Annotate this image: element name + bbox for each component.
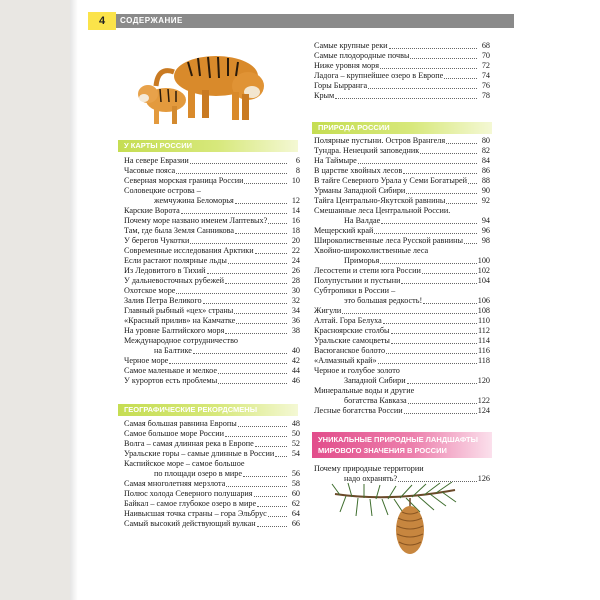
toc-entry xyxy=(314,186,490,196)
toc-entry-page: 64 xyxy=(291,509,300,518)
toc-entry-page: 126 xyxy=(477,474,490,483)
toc-leader-dots xyxy=(181,213,287,214)
pine-cone-illustration-icon xyxy=(330,482,460,557)
toc-leader-dots xyxy=(374,233,477,234)
toc-entry-title: Широколиственные леса Русской равнины xyxy=(314,236,464,245)
toc-entry xyxy=(124,206,300,216)
toc-entry-title: Часовые пояса xyxy=(124,166,176,175)
toc-leader-dots xyxy=(218,383,287,384)
section-header-nature: ПРИРОДА РОССИИ xyxy=(312,122,492,134)
toc-entry xyxy=(124,266,300,276)
toc-leader-dots xyxy=(218,373,287,374)
toc-entry xyxy=(314,386,490,396)
toc-leader-dots xyxy=(225,333,287,334)
toc-entry-title: Западной Сибири xyxy=(344,376,406,385)
toc-entry-title: Горы Бырранга xyxy=(314,81,368,90)
toc-entry xyxy=(124,439,300,449)
toc-entry-title: Лесостепи и степи юга России xyxy=(314,266,421,275)
toc-leader-dots xyxy=(236,323,287,324)
toc-entry-page: 32 xyxy=(291,296,300,305)
toc-entry-page: 44 xyxy=(291,366,300,375)
toc-entry xyxy=(314,91,490,101)
toc-entry xyxy=(124,356,300,366)
toc-entry-title: жемчужина Беломорья xyxy=(154,196,234,205)
toc-leader-dots xyxy=(407,383,477,384)
toc-leader-dots xyxy=(342,313,476,314)
toc-entry xyxy=(314,266,490,276)
toc-entry xyxy=(314,226,490,236)
toc-entry-page: 86 xyxy=(481,166,490,175)
toc-entry xyxy=(314,306,490,316)
toc-entry-page: 46 xyxy=(291,376,300,385)
toc-entry xyxy=(314,286,490,296)
toc-entry-page: 26 xyxy=(291,266,300,275)
toc-entry-page: 118 xyxy=(478,356,490,365)
toc-entry xyxy=(314,296,490,306)
toc-entry xyxy=(124,449,300,459)
toc-entry-page: 24 xyxy=(291,256,300,265)
toc-entry-page: 8 xyxy=(295,166,300,175)
toc-entry-title: На севере Евразии xyxy=(124,156,189,165)
toc-entry-title: Полупустыни и пустыни xyxy=(314,276,401,285)
toc-entry-page: 90 xyxy=(481,186,490,195)
toc-leader-dots xyxy=(446,143,477,144)
toc-entry xyxy=(314,71,490,81)
toc-entry-title: Хвойно-широколиственные леса xyxy=(314,246,429,255)
toc-entry-page: 110 xyxy=(478,316,490,325)
toc-entry-title: Если растают полярные льды xyxy=(124,256,227,265)
toc-entry-title: богатства Кавказа xyxy=(344,396,407,405)
toc-entry xyxy=(314,176,490,186)
toc-entry-title: Васюганское болото xyxy=(314,346,386,355)
toc-entry-page: 22 xyxy=(291,246,300,255)
toc-entry-page: 74 xyxy=(481,71,490,80)
toc-leader-dots xyxy=(368,88,477,89)
toc-entry-title: Мещерский край xyxy=(314,226,374,235)
toc-entry xyxy=(124,246,300,256)
toc-entry-page: 54 xyxy=(291,449,300,458)
toc-entry-title: Приморья xyxy=(344,256,380,265)
toc-entry xyxy=(314,196,490,206)
toc-entry-page: 30 xyxy=(291,286,300,295)
toc-entry-title: Байкал – самое глубокое озеро в мире xyxy=(124,499,257,508)
toc-entry xyxy=(124,429,300,439)
toc-entry-title: Самые крупные реки xyxy=(314,41,388,50)
toc-entry xyxy=(124,296,300,306)
toc-entry xyxy=(124,176,300,186)
toc-leader-dots xyxy=(446,203,477,204)
toc-entry-title: Самая большая равнина Европы xyxy=(124,419,237,428)
toc-leader-dots xyxy=(380,263,476,264)
toc-leader-dots xyxy=(380,68,477,69)
toc-entry-title: Волга – самая длинная река в Европе xyxy=(124,439,254,448)
toc-entry-title: Уральские горы – самые длинные в России xyxy=(124,449,275,458)
toc-entry xyxy=(314,61,490,71)
toc-entry-page: 102 xyxy=(477,266,490,275)
toc-entry-page: 16 xyxy=(291,216,300,225)
toc-entry-title: На Валдае xyxy=(344,216,381,225)
toc-entry xyxy=(314,406,490,416)
page-title: СОДЕРЖАНИЕ xyxy=(120,16,183,25)
toc-leader-dots xyxy=(275,456,287,457)
toc-entry-title: Карские Ворота xyxy=(124,206,180,215)
toc-leader-dots xyxy=(383,323,477,324)
toc-entry xyxy=(314,276,490,286)
toc-entry-title: На Таймыре xyxy=(314,156,357,165)
toc-entry xyxy=(314,316,490,326)
toc-entry-title: Урманы Западной Сибири xyxy=(314,186,406,195)
toc-entry-title: Субтропики в России – xyxy=(314,286,396,295)
toc-entry-page: 12 xyxy=(291,196,300,205)
toc-leader-dots xyxy=(225,283,287,284)
toc-entry xyxy=(124,186,300,196)
toc-entry-title: У курортов есть проблемы xyxy=(124,376,218,385)
toc-leader-dots xyxy=(234,313,287,314)
toc-entry-page: 36 xyxy=(291,316,300,325)
toc-entry-page: 92 xyxy=(481,196,490,205)
toc-entry xyxy=(314,236,490,246)
toc-entry-title: Полюс холода Северного полушария xyxy=(124,489,253,498)
toc-entry-page: 100 xyxy=(477,256,490,265)
toc-entry-page: 40 xyxy=(291,346,300,355)
toc-entry-page: 112 xyxy=(478,326,490,335)
toc-entry xyxy=(124,276,300,286)
toc-leader-dots xyxy=(254,496,287,497)
toc-list-map xyxy=(124,156,300,386)
toc-entry xyxy=(124,376,300,386)
toc-leader-dots xyxy=(255,253,287,254)
section-header-map: У КАРТЫ РОССИИ xyxy=(118,140,298,152)
toc-entry-title: Северная морская граница России xyxy=(124,176,244,185)
page-number: 4 xyxy=(88,12,116,30)
toc-leader-dots xyxy=(193,353,287,354)
toc-entry xyxy=(314,356,490,366)
toc-entry-page: 56 xyxy=(291,469,300,478)
toc-entry-page: 38 xyxy=(291,326,300,335)
toc-entry-title: Каспийское море – самое большое xyxy=(124,459,245,468)
toc-leader-dots xyxy=(268,223,287,224)
toc-entry-page: 124 xyxy=(477,406,490,415)
toc-entry xyxy=(124,166,300,176)
toc-entry xyxy=(314,136,490,146)
toc-entry xyxy=(124,509,300,519)
toc-entry xyxy=(124,196,300,206)
toc-entry-page: 120 xyxy=(477,376,490,385)
toc-leader-dots xyxy=(420,153,477,154)
toc-entry-title: Наивысшая точка страны – гора Эльбрус xyxy=(124,509,267,518)
toc-leader-dots xyxy=(391,343,477,344)
toc-entry-title: Самое большое море России xyxy=(124,429,225,438)
toc-entry-title: Тайга Центрально-Якутской равнины xyxy=(314,196,446,205)
toc-entry xyxy=(314,346,490,356)
toc-leader-dots xyxy=(404,413,477,414)
toc-entry-title: надо охранять? xyxy=(344,474,398,483)
toc-entry-title: Почему море названо именем Лаптевых? xyxy=(124,216,268,225)
toc-leader-dots xyxy=(243,476,287,477)
toc-entry-page: 80 xyxy=(481,136,490,145)
toc-entry-title: Алтай. Гора Белуха xyxy=(314,316,382,325)
toc-entry-page: 10 xyxy=(291,176,300,185)
section-header-landscapes xyxy=(312,432,492,458)
section-header-landscapes-line2: МИРОВОГО ЗНАЧЕНИЯ В РОССИИ xyxy=(318,446,447,455)
toc-entry xyxy=(314,376,490,386)
toc-entry-page: 18 xyxy=(291,226,300,235)
toc-entry-title: Из Ледовитого в Тихий xyxy=(124,266,206,275)
toc-entry xyxy=(124,366,300,376)
toc-entry-page: 94 xyxy=(481,216,490,225)
toc-entry-page: 48 xyxy=(291,419,300,428)
toc-entry-title: Крым xyxy=(314,91,335,100)
toc-leader-dots xyxy=(235,203,287,204)
toc-entry-page: 50 xyxy=(291,429,300,438)
toc-entry-page: 58 xyxy=(291,479,300,488)
toc-entry-page: 84 xyxy=(481,156,490,165)
toc-entry-page: 98 xyxy=(481,236,490,245)
toc-entry-page: 6 xyxy=(295,156,300,165)
toc-entry-title: В царстве хвойных лесов xyxy=(314,166,403,175)
toc-leader-dots xyxy=(207,273,287,274)
toc-entry-page: 76 xyxy=(481,81,490,90)
toc-entry xyxy=(124,156,300,166)
toc-entry-title: «Алмазный край» xyxy=(314,356,377,365)
toc-entry xyxy=(124,316,300,326)
toc-entry-title: Лесные богатства России xyxy=(314,406,403,415)
toc-entry xyxy=(314,51,490,61)
toc-entry-title: Международное сотрудничество xyxy=(124,336,238,345)
toc-entry xyxy=(314,366,490,376)
toc-entry-page: 68 xyxy=(481,41,490,50)
toc-leader-dots xyxy=(255,446,287,447)
toc-list-landscapes xyxy=(314,464,490,484)
toc-entry xyxy=(314,166,490,176)
toc-entry-page: 114 xyxy=(478,336,490,345)
toc-entry-title: Ладога – крупнейшее озеро в Европе xyxy=(314,71,444,80)
toc-entry-title: Самые плодородные почвы xyxy=(314,51,410,60)
toc-entry-title: Охотское море xyxy=(124,286,176,295)
toc-entry-page: 52 xyxy=(291,439,300,448)
toc-entry xyxy=(314,246,490,256)
toc-entry-page: 122 xyxy=(477,396,490,405)
toc-leader-dots xyxy=(378,363,477,364)
book-gutter xyxy=(70,0,78,600)
toc-entry-page: 34 xyxy=(291,306,300,315)
toc-leader-dots xyxy=(244,183,287,184)
toc-leader-dots xyxy=(389,48,477,49)
toc-leader-dots xyxy=(176,173,287,174)
toc-leader-dots xyxy=(403,173,477,174)
toc-leader-dots xyxy=(268,516,287,517)
toc-entry-page: 106 xyxy=(477,296,490,305)
toc-entry-page: 20 xyxy=(291,236,300,245)
toc-entry-title: это большая редкость! xyxy=(344,296,423,305)
toc-leader-dots xyxy=(401,283,476,284)
toc-entry-title: Уральские самоцветы xyxy=(314,336,390,345)
toc-entry xyxy=(314,256,490,266)
toc-entry-title: Тундра. Ненецкий заповедник xyxy=(314,146,420,155)
toc-entry xyxy=(124,519,300,529)
toc-entry-title: Залив Петра Великого xyxy=(124,296,202,305)
toc-entry-title: В тайге Северного Урала у Семи Богатырей xyxy=(314,176,467,185)
toc-entry xyxy=(314,206,490,216)
toc-leader-dots xyxy=(422,273,477,274)
toc-leader-dots xyxy=(190,243,287,244)
toc-entry xyxy=(124,226,300,236)
toc-entry-page: 62 xyxy=(291,499,300,508)
toc-leader-dots xyxy=(225,436,287,437)
toc-entry-page: 96 xyxy=(481,226,490,235)
toc-entry-title: «Красный прилив» на Камчатке xyxy=(124,316,236,325)
toc-entry-page: 14 xyxy=(291,206,300,215)
toc-entry-page: 78 xyxy=(481,91,490,100)
toc-leader-dots xyxy=(406,193,477,194)
toc-entry-title: На уровне Балтийского моря xyxy=(124,326,225,335)
toc-entry xyxy=(314,81,490,91)
toc-entry-title: Минеральные воды и другие xyxy=(314,386,415,395)
toc-entry xyxy=(124,256,300,266)
toc-entry xyxy=(314,146,490,156)
toc-leader-dots xyxy=(391,333,477,334)
toc-entry-title: Смешанные леса Центральной России. xyxy=(314,206,451,215)
toc-entry-title: Там, где была Земля Санникова xyxy=(124,226,235,235)
tiger-illustration-icon xyxy=(128,36,278,128)
toc-leader-dots xyxy=(444,78,477,79)
toc-entry-title: Самое маленькое и мелкое xyxy=(124,366,217,375)
toc-entry-page: 82 xyxy=(481,146,490,155)
toc-entry-title: Черное и голубое золото xyxy=(314,366,400,375)
toc-entry-title: Самая многолетняя мерзлота xyxy=(124,479,226,488)
toc-entry-title: Самый высокий действующий вулкан xyxy=(124,519,256,528)
toc-leader-dots xyxy=(358,163,477,164)
toc-leader-dots xyxy=(257,506,287,507)
toc-entry xyxy=(124,236,300,246)
toc-entry xyxy=(314,336,490,346)
toc-leader-dots xyxy=(381,223,477,224)
toc-entry xyxy=(314,396,490,406)
toc-leader-dots xyxy=(190,163,287,164)
toc-leader-dots xyxy=(464,243,477,244)
toc-entry-page: 116 xyxy=(478,346,490,355)
toc-entry-page: 66 xyxy=(291,519,300,528)
toc-entry-title: Почему природные территории xyxy=(314,464,424,473)
toc-entry xyxy=(124,469,300,479)
toc-entry xyxy=(124,346,300,356)
toc-entry-title: Современные исследования Арктики xyxy=(124,246,254,255)
toc-leader-dots xyxy=(235,233,287,234)
toc-leader-dots xyxy=(257,526,287,527)
toc-leader-dots xyxy=(169,363,287,364)
section-header-records: ГЕОГРАФИЧЕСКИЕ РЕКОРДСМЕНЫ xyxy=(118,404,298,416)
toc-leader-dots xyxy=(228,263,287,264)
toc-entry xyxy=(314,216,490,226)
toc-entry-page: 70 xyxy=(481,51,490,60)
toc-entry xyxy=(124,216,300,226)
toc-entry xyxy=(314,326,490,336)
toc-leader-dots xyxy=(176,293,287,294)
toc-leader-dots xyxy=(386,353,477,354)
toc-entry-page: 28 xyxy=(291,276,300,285)
toc-entry-page: 108 xyxy=(477,306,490,315)
toc-entry-title: Полярные пустыни. Остров Врангеля xyxy=(314,136,446,145)
toc-entry-title: У берегов Чукотки xyxy=(124,236,190,245)
toc-list-records xyxy=(124,419,300,529)
toc-entry-page: 42 xyxy=(291,356,300,365)
toc-entry xyxy=(124,326,300,336)
toc-entry-title: Соловецкие острова – xyxy=(124,186,201,195)
toc-entry-title: Ниже уровня моря xyxy=(314,61,380,70)
toc-leader-dots xyxy=(238,426,287,427)
toc-entry xyxy=(124,419,300,429)
toc-entry-page: 104 xyxy=(477,276,490,285)
toc-leader-dots xyxy=(226,486,287,487)
toc-leader-dots xyxy=(468,183,477,184)
toc-entry xyxy=(124,459,300,469)
toc-entry-page: 72 xyxy=(481,61,490,70)
toc-entry-page: 60 xyxy=(291,489,300,498)
toc-entry-title: Черное море xyxy=(124,356,169,365)
toc-entry xyxy=(124,306,300,316)
toc-leader-dots xyxy=(423,303,477,304)
toc-entry xyxy=(314,156,490,166)
toc-leader-dots xyxy=(335,98,477,99)
toc-entry-title: У дальневосточных рубежей xyxy=(124,276,225,285)
toc-entry xyxy=(124,489,300,499)
toc-entry xyxy=(124,336,300,346)
toc-leader-dots xyxy=(410,58,477,59)
toc-entry-title: Жигули xyxy=(314,306,342,315)
section-header-landscapes-line1: УНИКАЛЬНЫЕ ПРИРОДНЫЕ ЛАНДШАФТЫ xyxy=(318,435,478,444)
toc-entry-title: Красноярские столбы xyxy=(314,326,390,335)
toc-list-nature xyxy=(314,136,490,416)
toc-entry-title: Главный рыбный «цех» страны xyxy=(124,306,234,315)
toc-entry xyxy=(124,499,300,509)
toc-entry xyxy=(124,286,300,296)
toc-leader-dots xyxy=(203,303,287,304)
toc-entry xyxy=(314,464,490,474)
toc-entry xyxy=(314,41,490,51)
toc-list-records-cont xyxy=(314,41,490,101)
toc-entry-page: 88 xyxy=(481,176,490,185)
toc-entry-title: на Балтике xyxy=(154,346,192,355)
toc-entry-title: по площади озеро в мире xyxy=(154,469,243,478)
toc-entry xyxy=(124,479,300,489)
toc-leader-dots xyxy=(408,403,477,404)
